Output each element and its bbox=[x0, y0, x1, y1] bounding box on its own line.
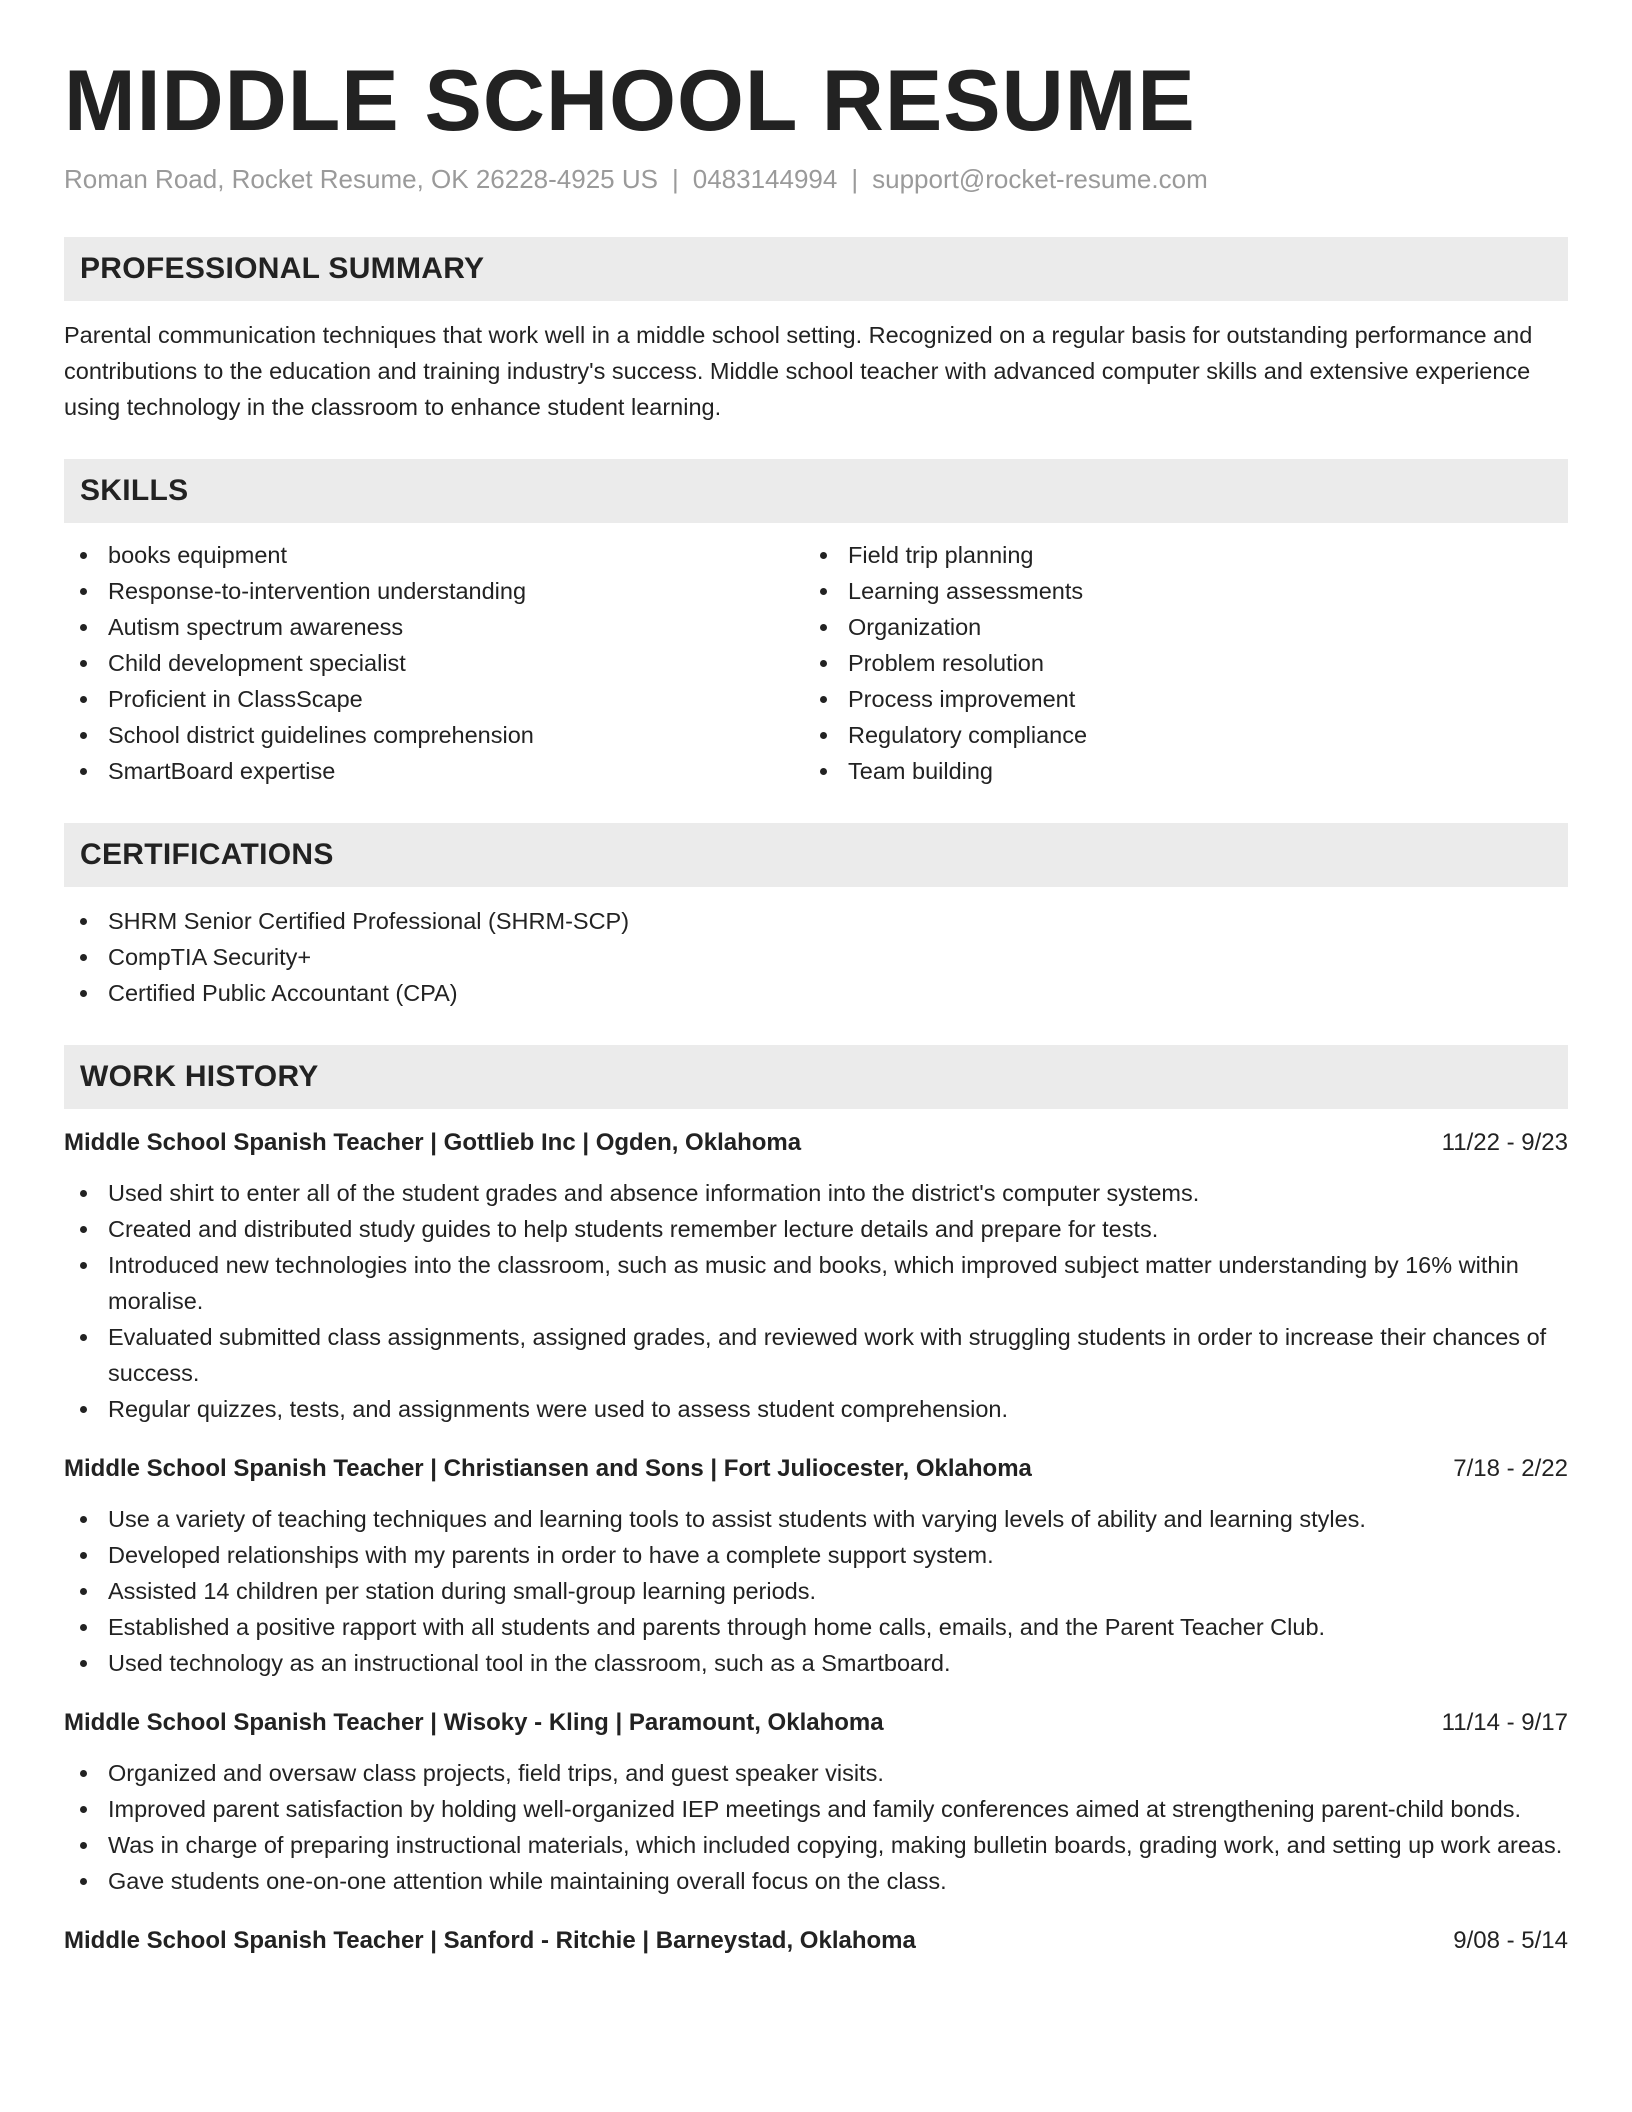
job-bullet: Regular quizzes, tests, and assignments were used to assess student comprehension. bbox=[64, 1391, 1568, 1427]
job-bullet: Improved parent satisfaction by holding well-organized IEP meetings and family conferences aimed at strengthening parent-child bonds. bbox=[64, 1791, 1568, 1827]
job-bullet-list bbox=[64, 1755, 1568, 1899]
certification-item: SHRM Senior Certified Professional (SHRM-SCP) bbox=[64, 903, 1568, 939]
job-bullet: Use a variety of teaching techniques and learning tools to assist students with varying levels of ability and learning styles. bbox=[64, 1501, 1568, 1537]
contact-separator: | bbox=[671, 164, 679, 195]
skill-item: Team building bbox=[804, 753, 1544, 789]
job-title: Middle School Spanish Teacher | Wisoky - Kling | Paramount, Oklahoma bbox=[64, 1708, 884, 1736]
job-dates: 11/14 - 9/17 bbox=[1441, 1708, 1568, 1736]
contact-phone: 0483144994 bbox=[692, 164, 838, 195]
skill-item: Organization bbox=[804, 609, 1544, 645]
job-title: Middle School Spanish Teacher | Gottlieb Inc | Ogden, Oklahoma bbox=[64, 1128, 802, 1156]
job-bullet: Was in charge of preparing instructional materials, which included copying, making bulletin boards, grading work, and setting up work areas. bbox=[64, 1827, 1568, 1863]
job-bullet-list bbox=[64, 1175, 1568, 1427]
job-bullet: Introduced new technologies into the classroom, such as music and books, which improved subject matter understanding by 16% within moralise. bbox=[64, 1247, 1568, 1319]
skill-item: School district guidelines comprehension bbox=[64, 717, 804, 753]
skill-item: Process improvement bbox=[804, 681, 1544, 717]
skill-item: Learning assessments bbox=[804, 573, 1544, 609]
skill-item: Field trip planning bbox=[804, 537, 1544, 573]
certification-list bbox=[64, 903, 1568, 1011]
section-heading-skills: SKILLS bbox=[64, 459, 1568, 523]
job-header bbox=[64, 1923, 1568, 1959]
skill-item: Child development specialist bbox=[64, 645, 804, 681]
skills-grid bbox=[64, 537, 1568, 789]
skill-item: SmartBoard expertise bbox=[64, 753, 804, 789]
job-title: Middle School Spanish Teacher | Sanford - Ritchie | Barneystad, Oklahoma bbox=[64, 1926, 916, 1954]
contact-email: support@rocket-resume.com bbox=[872, 164, 1208, 195]
job-entry bbox=[64, 1125, 1568, 1427]
job-entry bbox=[64, 1705, 1568, 1899]
job-bullet-list bbox=[64, 1501, 1568, 1681]
job-title: Middle School Spanish Teacher | Christiansen and Sons | Fort Juliocester, Oklahoma bbox=[64, 1454, 1032, 1482]
job-bullet: Created and distributed study guides to help students remember lecture details and prepare for tests. bbox=[64, 1211, 1568, 1247]
job-bullet: Evaluated submitted class assignments, assigned grades, and reviewed work with struggling students in order to increase their chances of success. bbox=[64, 1319, 1568, 1391]
section-heading-certifications: CERTIFICATIONS bbox=[64, 823, 1568, 887]
skills-column-left bbox=[64, 537, 804, 789]
job-bullet: Gave students one-on-one attention while maintaining overall focus on the class. bbox=[64, 1863, 1568, 1899]
job-entry bbox=[64, 1451, 1568, 1681]
job-bullet: Assisted 14 children per station during small-group learning periods. bbox=[64, 1573, 1568, 1609]
skill-item: Autism spectrum awareness bbox=[64, 609, 804, 645]
contact-line bbox=[64, 163, 1568, 197]
certification-item: Certified Public Accountant (CPA) bbox=[64, 975, 1568, 1011]
job-entry bbox=[64, 1923, 1568, 1959]
job-dates: 11/22 - 9/23 bbox=[1441, 1128, 1568, 1156]
skill-item: books equipment bbox=[64, 537, 804, 573]
skill-item: Proficient in ClassScape bbox=[64, 681, 804, 717]
job-bullet: Used technology as an instructional tool in the classroom, such as a Smartboard. bbox=[64, 1645, 1568, 1681]
summary-text: Parental communication techniques that work well in a middle school setting. Recognized on a regular basis for outstanding performance and contributions to the education and training industry's success. Middle school teacher with advanced computer skills and extensive experience using technology in the classroom to enhance student learning. bbox=[64, 321, 1533, 420]
section-heading-work-history: WORK HISTORY bbox=[64, 1045, 1568, 1109]
job-header bbox=[64, 1705, 1568, 1741]
skill-item: Problem resolution bbox=[804, 645, 1544, 681]
job-header bbox=[64, 1451, 1568, 1487]
job-bullet: Used shirt to enter all of the student grades and absence information into the district's computer systems. bbox=[64, 1175, 1568, 1211]
job-bullet: Organized and oversaw class projects, field trips, and guest speaker visits. bbox=[64, 1755, 1568, 1791]
contact-separator: | bbox=[851, 164, 859, 195]
skills-column-right bbox=[804, 537, 1544, 789]
job-dates: 7/18 - 2/22 bbox=[1453, 1454, 1568, 1482]
skill-item: Regulatory compliance bbox=[804, 717, 1544, 753]
job-header bbox=[64, 1125, 1568, 1161]
job-dates: 9/08 - 5/14 bbox=[1453, 1926, 1568, 1954]
job-bullet: Established a positive rapport with all students and parents through home calls, emails, and the Parent Teacher Club. bbox=[64, 1609, 1568, 1645]
section-heading-summary: PROFESSIONAL SUMMARY bbox=[64, 237, 1568, 301]
job-bullet: Developed relationships with my parents in order to have a complete support system. bbox=[64, 1537, 1568, 1573]
certification-item: CompTIA Security+ bbox=[64, 939, 1568, 975]
resume-name: MIDDLE SCHOOL RESUME bbox=[64, 53, 1196, 149]
contact-address: Roman Road, Rocket Resume, OK 26228-4925 US bbox=[64, 164, 658, 195]
skill-item: Response-to-intervention understanding bbox=[64, 573, 804, 609]
